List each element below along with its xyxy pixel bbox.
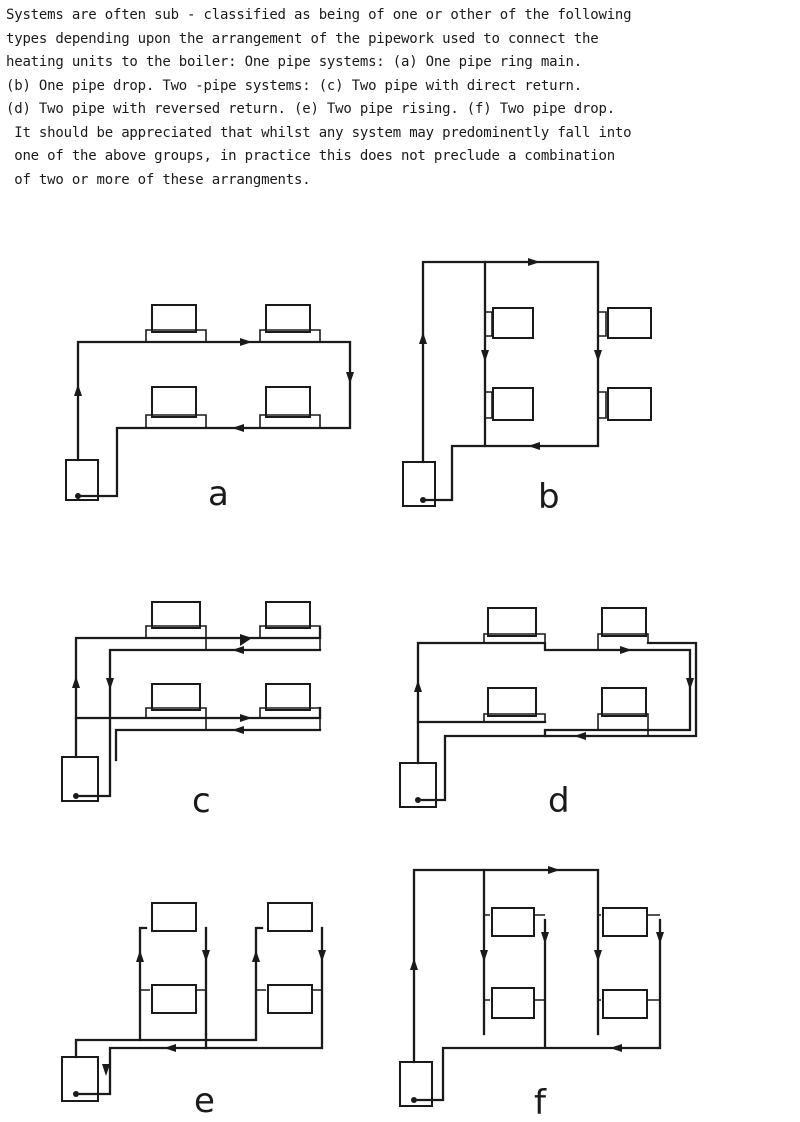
radiator-connection xyxy=(598,312,606,336)
boiler-connection xyxy=(73,1091,79,1097)
paragraph-line: of two or more of these arrangments. xyxy=(6,171,311,188)
diagram-c-two-pipe-direct-return xyxy=(62,602,320,821)
return-arrow xyxy=(106,678,114,690)
radiator xyxy=(492,908,534,936)
radiator xyxy=(608,308,651,338)
radiator xyxy=(608,388,651,420)
flow-pipe xyxy=(414,870,598,1062)
return-pipe xyxy=(116,730,320,760)
flow-arrow xyxy=(136,950,144,962)
diagram-label: f xyxy=(534,1083,546,1122)
diagram-label: a xyxy=(208,474,229,514)
diagram-b-one-pipe-drop xyxy=(403,258,651,517)
radiator xyxy=(152,985,196,1013)
return-arrow xyxy=(102,1064,110,1076)
radiator-connection xyxy=(598,392,606,418)
boiler-connection xyxy=(411,1097,417,1103)
radiator xyxy=(488,688,536,716)
radiator xyxy=(493,388,533,420)
return-arrow xyxy=(656,932,664,944)
diagram-label: c xyxy=(192,781,211,821)
flow-pipe xyxy=(76,928,146,1057)
paragraph-line: types depending upon the arrangement of the pipework used to connect the xyxy=(6,30,599,47)
boiler xyxy=(62,757,98,801)
return-arrow xyxy=(202,950,210,962)
return-arrow xyxy=(232,726,244,734)
paragraph-line: one of the above groups, in practice this does not preclude a combination xyxy=(6,148,615,164)
return-arrow xyxy=(610,1044,622,1052)
radiator xyxy=(266,602,310,628)
radiator xyxy=(266,305,310,332)
return-arrow xyxy=(574,732,586,740)
radiator xyxy=(152,602,200,628)
flow-pipe xyxy=(78,342,350,496)
flow-arrow xyxy=(240,634,252,646)
boiler-connection xyxy=(415,797,421,803)
radiator xyxy=(266,684,310,710)
radiator xyxy=(602,688,646,716)
flow-arrow xyxy=(252,950,260,962)
flow-arrow xyxy=(620,646,632,654)
radiator-connection xyxy=(598,714,648,736)
radiator xyxy=(492,988,534,1018)
boiler xyxy=(66,460,98,500)
flow-arrow xyxy=(414,680,422,692)
radiator xyxy=(268,985,312,1013)
return-arrow xyxy=(318,950,326,962)
radiator xyxy=(152,387,196,417)
radiator xyxy=(152,305,196,332)
radiator xyxy=(488,608,536,636)
diagram-d-two-pipe-reversed-return xyxy=(400,608,696,821)
flow-arrow xyxy=(419,332,427,344)
radiator xyxy=(493,308,533,338)
paragraph-line: heating units to the boiler: One pipe systems: (a) One pipe ring main. xyxy=(6,54,583,70)
diagram-f-two-pipe-drop xyxy=(400,866,664,1122)
flow-pipe xyxy=(423,262,598,500)
radiator xyxy=(268,903,312,931)
flow-arrow xyxy=(480,950,488,962)
flow-arrow xyxy=(594,950,602,962)
diagram-e-two-pipe-rising xyxy=(62,903,326,1121)
paragraph-line: (d) Two pipe with reversed return. (e) Two pipe rising. (f) Two pipe drop. xyxy=(6,101,615,117)
flow-arrow xyxy=(74,384,82,396)
return-arrow xyxy=(164,1044,176,1052)
flow-arrow xyxy=(528,442,540,450)
flow-arrow xyxy=(346,372,354,384)
flow-arrow xyxy=(240,714,252,722)
radiator xyxy=(266,387,310,417)
radiator xyxy=(602,608,646,636)
diagram-label: d xyxy=(548,781,570,821)
flow-arrow xyxy=(548,866,560,874)
flow-arrow xyxy=(232,424,244,432)
flow-arrow xyxy=(594,350,602,362)
paragraph-line: It should be appreciated that whilst any system may predominently fall into xyxy=(6,124,632,141)
radiator xyxy=(152,684,200,710)
radiator xyxy=(603,908,647,936)
flow-arrow xyxy=(410,958,418,970)
radiator xyxy=(603,990,647,1018)
flow-arrow xyxy=(481,350,489,362)
diagram-a-one-pipe-ring-main xyxy=(66,305,354,514)
paragraph-line: Systems are often sub - classified as being of one or other of the following xyxy=(6,7,632,23)
flow-arrow xyxy=(686,678,694,690)
boiler-connection xyxy=(73,793,79,799)
radiator xyxy=(152,903,196,931)
flow-arrow xyxy=(240,338,252,346)
flow-arrow xyxy=(528,258,540,266)
return-pipe xyxy=(80,650,320,796)
diagram-label: e xyxy=(194,1081,215,1121)
return-arrow xyxy=(541,932,549,944)
diagram-label: b xyxy=(538,477,560,517)
flow-arrow xyxy=(72,676,80,688)
flow-pipe xyxy=(418,643,690,763)
paragraph-line: (b) One pipe drop. Two -pipe systems: (c) Two pipe with direct return. xyxy=(6,77,583,94)
return-arrow xyxy=(232,646,244,654)
